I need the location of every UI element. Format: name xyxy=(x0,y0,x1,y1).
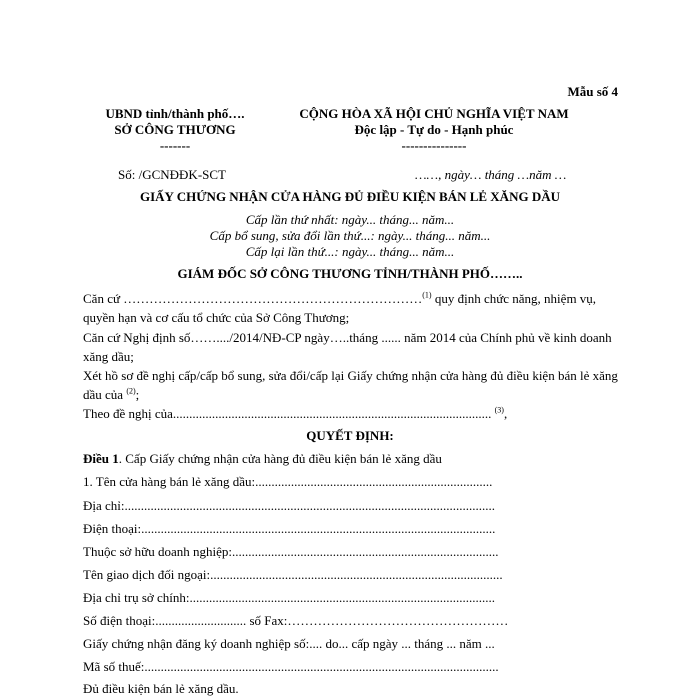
basis-4-text-b: , xyxy=(503,406,508,421)
field-store-name: 1. Tên cửa hàng bán lẻ xăng dầu:......................................................................... xyxy=(83,474,493,489)
header-left-line3: ------- xyxy=(159,138,191,153)
field-owner-enterprise: Thuộc sở hữu doanh nghiệp:.................................................................................. xyxy=(83,544,499,559)
field-tax-code: Mã số thuế:............................................................................................................. xyxy=(83,659,499,674)
article-1-text: . Cấp Giấy chứng nhận cửa hàng đủ điều kiện bán lẻ xăng dầu xyxy=(118,451,442,466)
field-address: Địa chỉ:.................................................................................................................. xyxy=(83,498,496,513)
header-left-line2: SỞ CÔNG THƯƠNG xyxy=(114,122,236,137)
doc-number: Số: /GCNĐĐK-SCT xyxy=(118,167,226,182)
header-right-line1: CỘNG HÒA XÃ HỘI CHỦ NGHĨA VIỆT NAM xyxy=(299,106,569,121)
article-1-label: Điều 1 xyxy=(83,451,119,466)
issue-line-reissue: Cấp lại lần thứ...: ngày... tháng... năm... xyxy=(245,244,455,259)
issue-lines xyxy=(100,212,600,260)
issue-line-supplement: Cấp bổ sung, sửa đổi lần thứ...: ngày... tháng... năm... xyxy=(209,228,491,243)
field-business-registration: Giấy chứng nhận đăng ký doanh nghiệp số:.... do... cấp ngày ... tháng ... năm ... xyxy=(83,636,495,651)
basis-1-text-a: Căn cứ …………………………………………………………… xyxy=(83,291,423,306)
header-right-line3: --------------- xyxy=(401,138,467,153)
field-phone-fax: Số điện thoại:............................ số Fax:…………………………………………… xyxy=(83,613,509,628)
document-title: GIẤY CHỨNG NHẬN CỬA HÀNG ĐỦ ĐIỀU KIỆN BÁN LẺ XĂNG DẦU xyxy=(140,189,560,204)
footnote-ref-2: (2) xyxy=(126,386,136,396)
basis-1-text-b: quy định chức năng, nhiệm vụ, quyền hạn và cơ cấu tổ chức của Sở Công Thương; xyxy=(83,291,597,325)
basis-3-text-b: ; xyxy=(135,387,140,402)
header-left-line1: UBND tỉnh/thành phố…. xyxy=(105,106,245,121)
footnote-ref-1: (1) xyxy=(422,290,432,300)
header-left xyxy=(90,106,260,154)
basis-paragraph-1 xyxy=(83,289,618,327)
basis-paragraph-3 xyxy=(83,366,618,404)
issue-line-first: Cấp lần thứ nhất: ngày... tháng... năm... xyxy=(245,212,455,227)
form-number: Mẫu số 4 xyxy=(567,84,618,99)
director-heading: GIÁM ĐỐC SỞ CÔNG THƯƠNG TỈNH/THÀNH PHỐ…….. xyxy=(177,266,523,281)
basis-3-text-a: Xét hồ sơ đề nghị cấp/cấp bổ sung, sửa đổi/cấp lại Giấy chứng nhận cửa hàng đủ điều kiện bán lẻ xăng dầu của xyxy=(83,368,618,402)
decision-heading: QUYẾT ĐỊNH: xyxy=(306,428,394,443)
field-phone: Điện thoại:............................................................................................................. xyxy=(83,521,496,536)
field-head-office: Địa chỉ trụ sở chính:.............................................................................................. xyxy=(83,590,496,605)
header-right xyxy=(278,106,590,154)
article-1 xyxy=(83,451,442,467)
footnote-ref-3: (3) xyxy=(494,405,504,415)
field-foreign-name: Tên giao dịch đối ngoại:.......................................................................................... xyxy=(83,567,503,582)
date-line: ……, ngày… tháng …năm … xyxy=(415,167,567,182)
field-eligibility: Đủ điều kiện bán lẻ xăng dầu. xyxy=(83,681,239,696)
basis-4-text-a: Theo đề nghị của.................................................................................................. xyxy=(83,406,492,421)
basis-paragraph-4 xyxy=(83,404,618,423)
basis-paragraph-2: Căn cứ Nghị định số……..../2014/NĐ-CP ngày…..tháng ...... năm 2014 của Chính phủ về kinh doanh xăng dầu; xyxy=(83,330,612,364)
header-right-line2: Độc lập - Tự do - Hạnh phúc xyxy=(354,122,514,137)
